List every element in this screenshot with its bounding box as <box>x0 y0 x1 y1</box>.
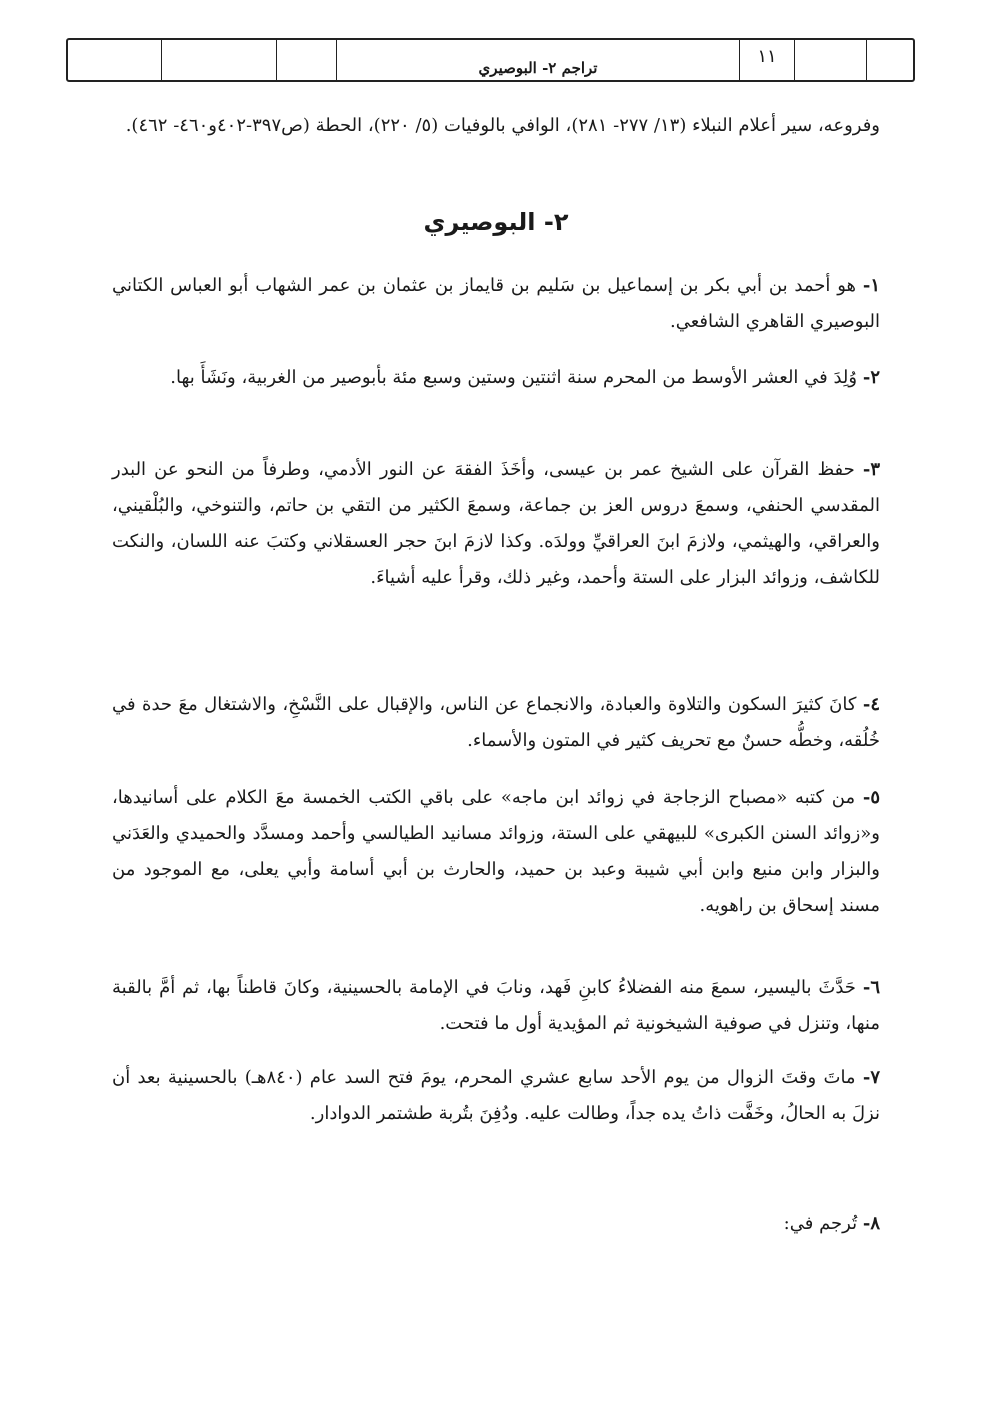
running-title: تراجم ٢- البوصيري <box>336 40 739 80</box>
paragraph-text: وُلِدَ في العشر الأوسط من المحرم سنة اثنتين وستين وسبع مئة بأبوصير من الغربية، ونَشَأَ بها. <box>170 367 863 388</box>
paragraph <box>112 452 880 596</box>
paragraph-text: حَدَّثَ باليسير، سمعَ منه الفضلاءُ كابنِ فَهد، ونابَ في الإمامة بالحسينية، وكانَ قاطناً بها، ثم أمَّ بالقبة منها، وتنزل في صوفية الشيخونية ثم المؤيدية أول ما فتحت. <box>112 977 880 1034</box>
paragraph-number: ٧- <box>862 1067 880 1088</box>
header-empty-cell <box>161 40 276 80</box>
paragraph-text: حفظ القرآن على الشيخ عمر بن عيسى، وأخَذَ الفقهَ عن النور الأدمي، وطرفاً من النحو عن البدر المقدسي الحنفي، وسمعَ دروس العز بن جماعة، وسمعَ الكثير من التقي بن حاتم، والتنوخي، والبُلْقيني، والعراقي، والهيثمي، ولازمَ ابنَ العراقيِّ وولدَه. وكذا لازمَ ابنَ حجر العسقلاني وكتبَ عنه اللسان، والنكت للكاشف، وزوائد البزار على الستة وأحمد، وغير ذلك، وقرأ عليه أشياءَ. <box>112 459 880 588</box>
paragraph-text: من كتبه «مصباح الزجاجة في زوائد ابن ماجه» على باقي الكتب الخمسة معَ الكلام على أسانيدها، و«زوائد السنن الكبرى» للبيهقي على الستة، وزوائد مسانيد الطيالسي وأحمد ومسدَّد والحميدي والعَدَني والبزار وابن منيع وابن أبي شيبة وعبد بن حميد، والحارث بن أبي أسامة وأبي يعلى، مع الموجود من مسند إسحاق بن راهويه. <box>112 787 880 916</box>
intro-references: وفروعه، سير أعلام النبلاء (١٣/ ٢٧٧- ٢٨١)، الوافي بالوفيات (٥/ ٢٢٠)، الحطة (ص٣٩٧-٤٠٢و٤٦٠- ٤٦٢). <box>125 115 880 136</box>
paragraph <box>112 1060 880 1132</box>
paragraph-number: ٦- <box>862 977 880 998</box>
running-header <box>66 38 915 82</box>
paragraph <box>112 1206 880 1242</box>
paragraph-number: ٨- <box>862 1213 880 1234</box>
paragraph-number: ٢- <box>862 367 880 388</box>
section-title: ٢- البوصيري <box>423 208 569 236</box>
paragraph-text: هو أحمد بن أبي بكر بن إسماعيل بن سَليم بن قايماز بن عثمان بن عمر الشهاب أبو العباس الكتاني البوصيري القاهري الشافعي. <box>112 275 880 332</box>
paragraph <box>112 268 880 340</box>
paragraph-text: تُرجم في: <box>783 1213 863 1234</box>
paragraph-text: كانَ كثيرَ السكون والتلاوة والعبادة، والانجماع عن الناس، والإقبال على النَّسْخِ، والاشتغال معَ حدة في خُلُقه، وخطُّه حسنٌ مع تحريف كثير في المتون والأسماء. <box>112 694 880 751</box>
page-number: ١١ <box>739 40 794 80</box>
header-empty-cell <box>68 40 161 80</box>
header-empty-cell <box>794 40 866 80</box>
paragraph <box>112 970 880 1042</box>
paragraph-number: ٤- <box>862 694 880 715</box>
header-empty-cell <box>276 40 336 80</box>
paragraph-number: ٣- <box>862 459 880 480</box>
paragraph <box>112 360 880 396</box>
paragraph-number: ١- <box>862 275 880 296</box>
paragraph <box>112 687 880 759</box>
paragraph <box>112 780 880 924</box>
paragraph-number: ٥- <box>862 787 880 808</box>
paragraph-text: ماتَ وقتَ الزوال من يوم الأحد سابع عشري المحرم، يومَ فتح السد عام (٨٤٠هـ) بالحسينية بعد أن نزلَ به الحالُ، وخَفَّت ذاتُ يده جداً، وطالت عليه. ودُفِنَ بتُربة طشتمر الدوادار. <box>112 1067 880 1124</box>
header-empty-cell <box>866 40 913 80</box>
